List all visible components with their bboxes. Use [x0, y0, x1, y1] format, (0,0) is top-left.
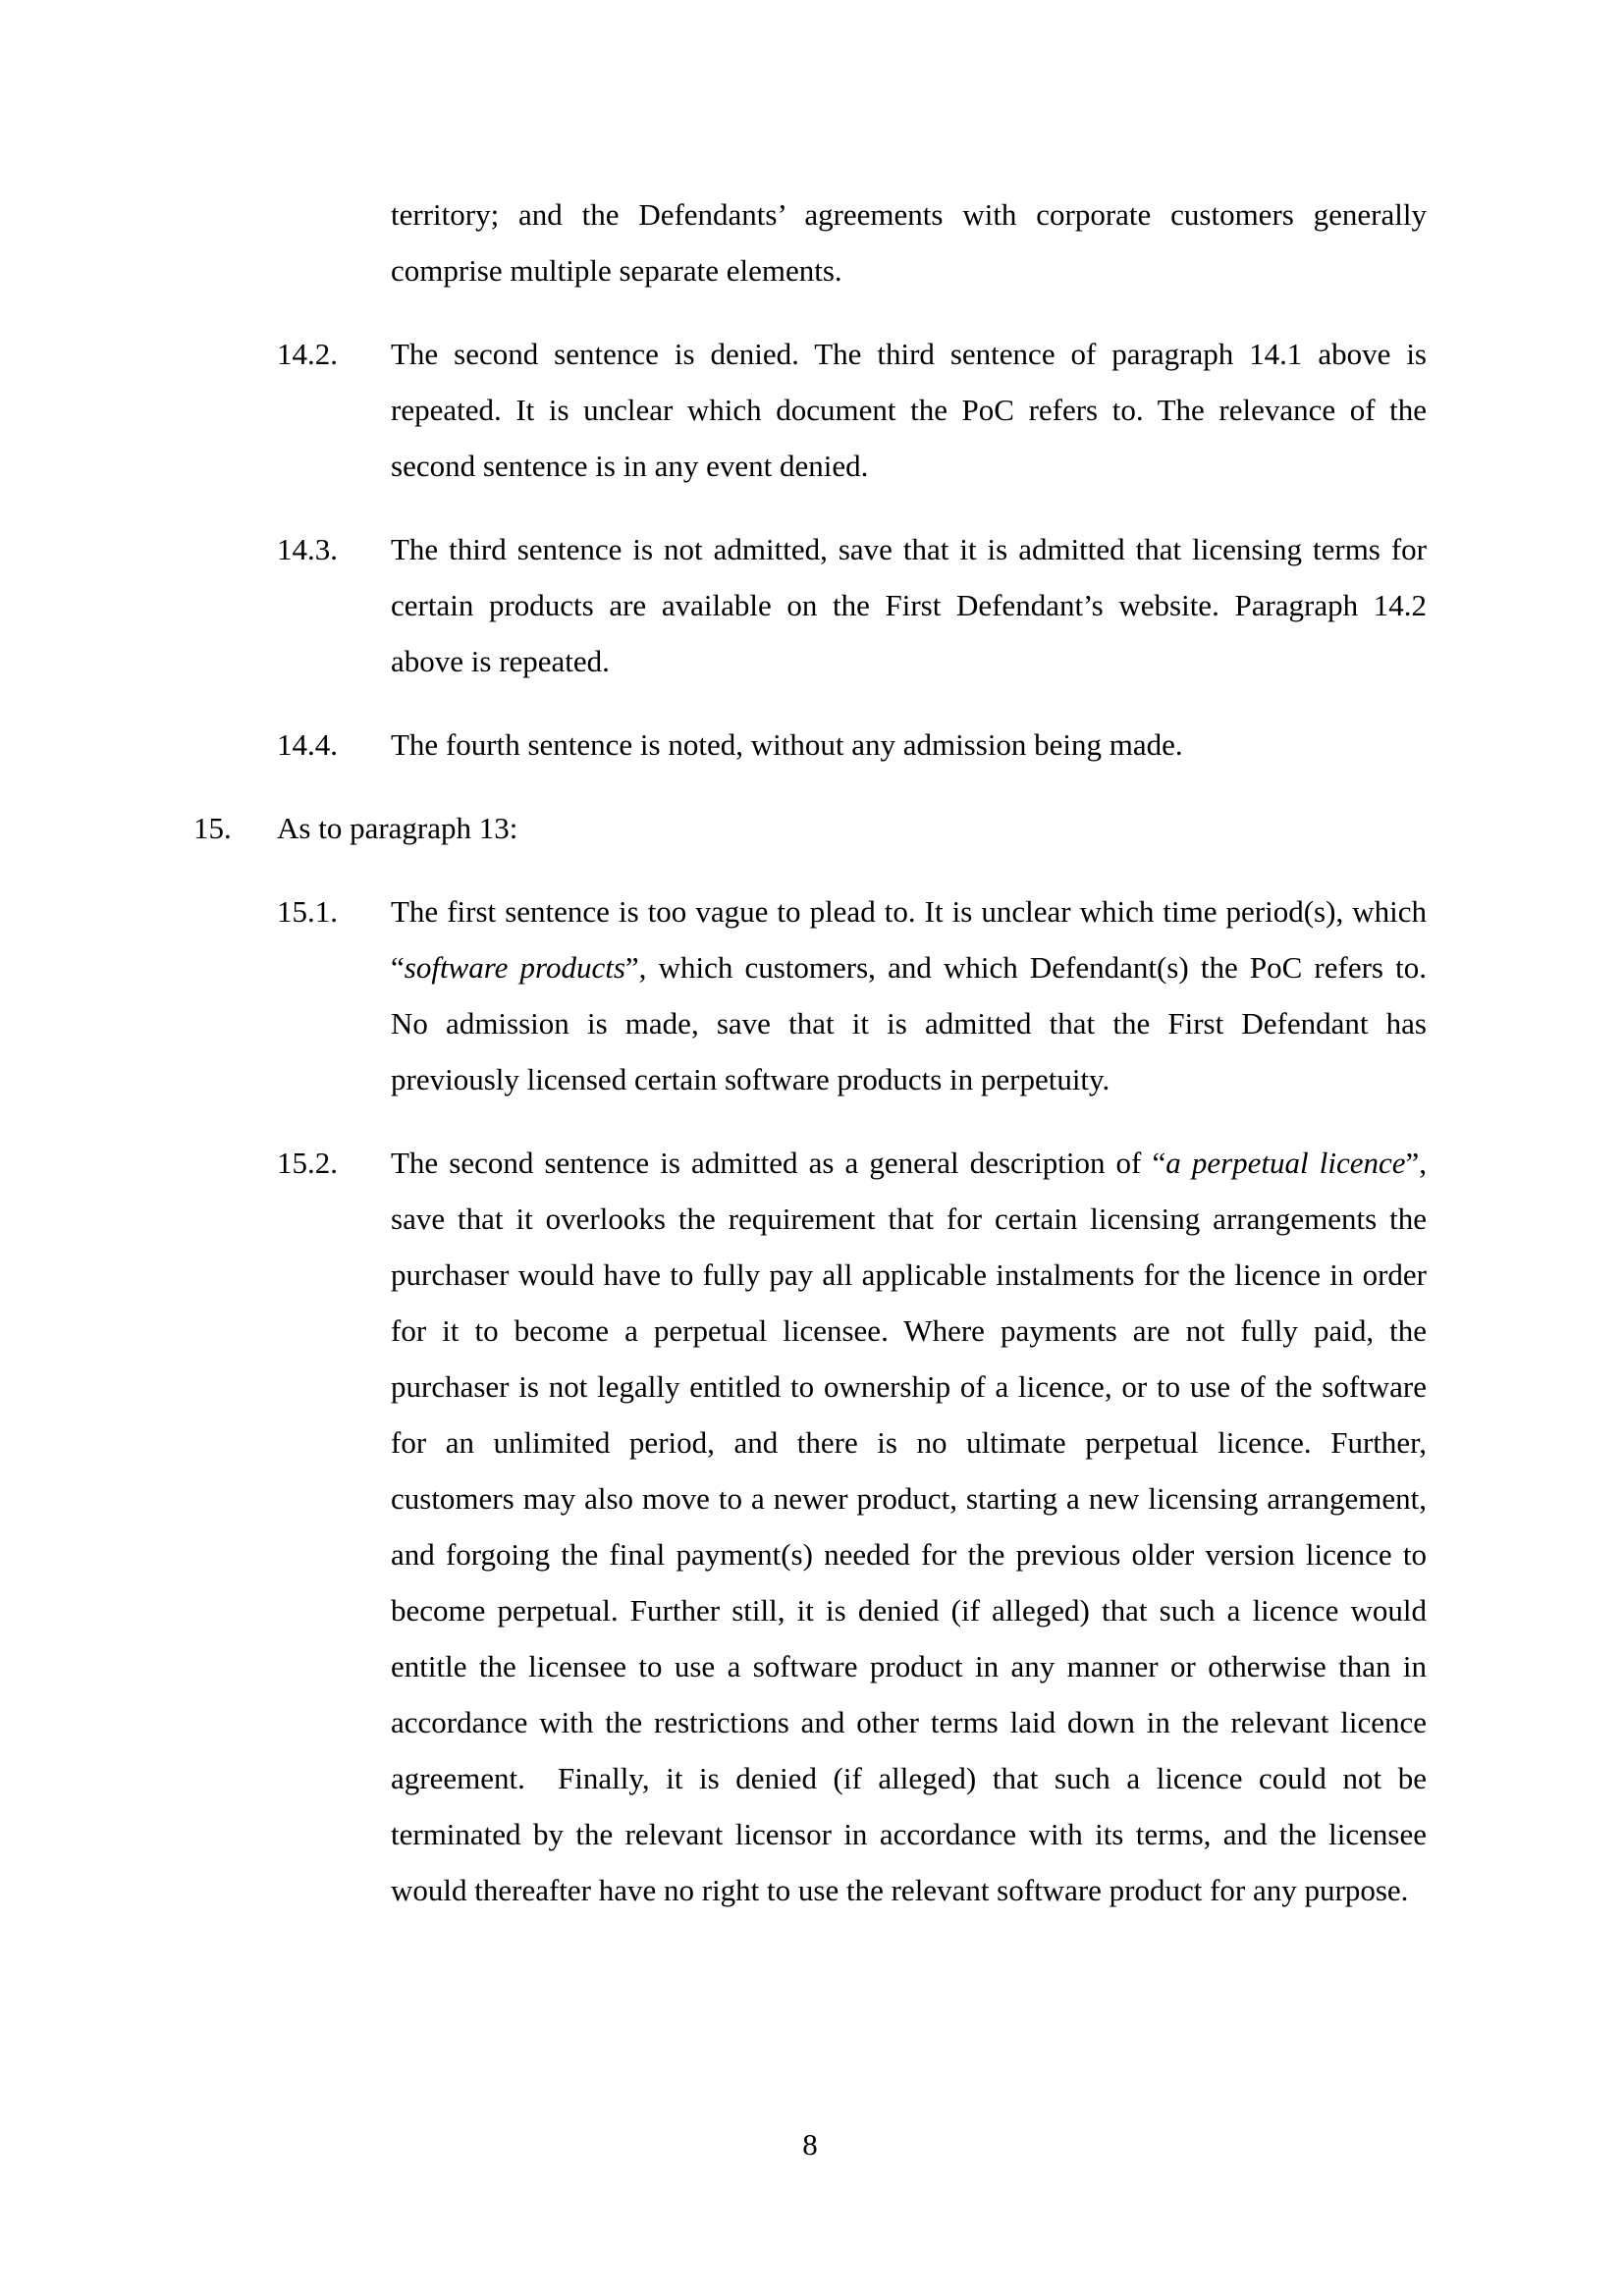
paragraph-number [277, 187, 391, 298]
text-run: ”, which customers, and which Defendant(s) the PoC refers to. No admission is made, save that it is admitted that the First Defendant has previously licensed certain software products in perpetuity. [391, 950, 1427, 1096]
paragraph-text [391, 883, 1427, 1107]
paragraph [193, 800, 1427, 856]
paragraph [193, 883, 1427, 1107]
paragraph-text [391, 717, 1427, 773]
page-number: 8 [802, 2127, 818, 2162]
paragraph-number: 15.1. [277, 894, 338, 929]
paragraph-number: 15. [193, 811, 232, 845]
paragraph [193, 187, 1427, 298]
italic-run: a perpetual licence [1165, 1146, 1406, 1180]
paragraph [193, 717, 1427, 773]
paragraph-number: 15.2. [277, 1146, 338, 1180]
text-run: ”, save that it overlooks the requirement that for certain licensing arrangements the purchaser would have to fully pay all applicable instalments for the licence in order for it to become a perpetual licensee. Where payments are not fully paid, the purchaser is not legally entitled to ownership of a licence, or to use of the software for an unlimited period, and there is no ultimate perpetual licence. Further, customers may also move to a newer product, starting a new licensing arrangement, and forgoing the final payment(s) needed for the previous older version licence to become perpetual. Further still, it is denied (if alleged) that such a licence would entitle the licensee to use a software product in any manner or otherwise than in accordance with the restrictions and other terms laid down in the relevant licence agreement. Finally, it is denied (if alleged) that such a licence could not be terminated by the relevant licensor in accordance with its terms, and the licensee would thereafter have no right to use the relevant software product for any purpose. [391, 1146, 1427, 1907]
text-run: As to paragraph 13: [277, 811, 518, 845]
italic-run: software products [404, 950, 625, 985]
text-run: The third sentence is not admitted, save that it is admitted that licensing terms for certain products are available on the First Defendant’s website. Paragraph 14.2 above is repeated. [391, 532, 1427, 678]
document-body [193, 187, 1427, 1946]
paragraph [193, 1135, 1427, 1918]
text-run: The first sentence is too vague to plead to. It is unclear which time period(s), which “ [391, 894, 1427, 985]
paragraph-text [277, 800, 1427, 856]
text-run: The second sentence is admitted as a general description of “ [391, 1146, 1166, 1180]
paragraph-text [391, 1135, 1427, 1918]
paragraph [193, 521, 1427, 689]
text-run: territory; and the Defendants’ agreements with corporate customers generally comprise multiple separate elements. [391, 197, 1427, 288]
paragraph-number: 14.3. [277, 532, 338, 566]
paragraph-text [391, 521, 1427, 689]
paragraph-text [391, 187, 1427, 298]
paragraph-text [391, 326, 1427, 494]
paragraph-number: 14.4. [277, 727, 338, 762]
paragraph [193, 326, 1427, 494]
text-run: The second sentence is denied. The third sentence of paragraph 14.1 above is repeated. It is unclear which document the PoC refers to. The relevance of the second sentence is in any event denied. [391, 337, 1427, 483]
text-run: The fourth sentence is noted, without any admission being made. [391, 727, 1183, 762]
paragraph-number: 14.2. [277, 337, 338, 371]
